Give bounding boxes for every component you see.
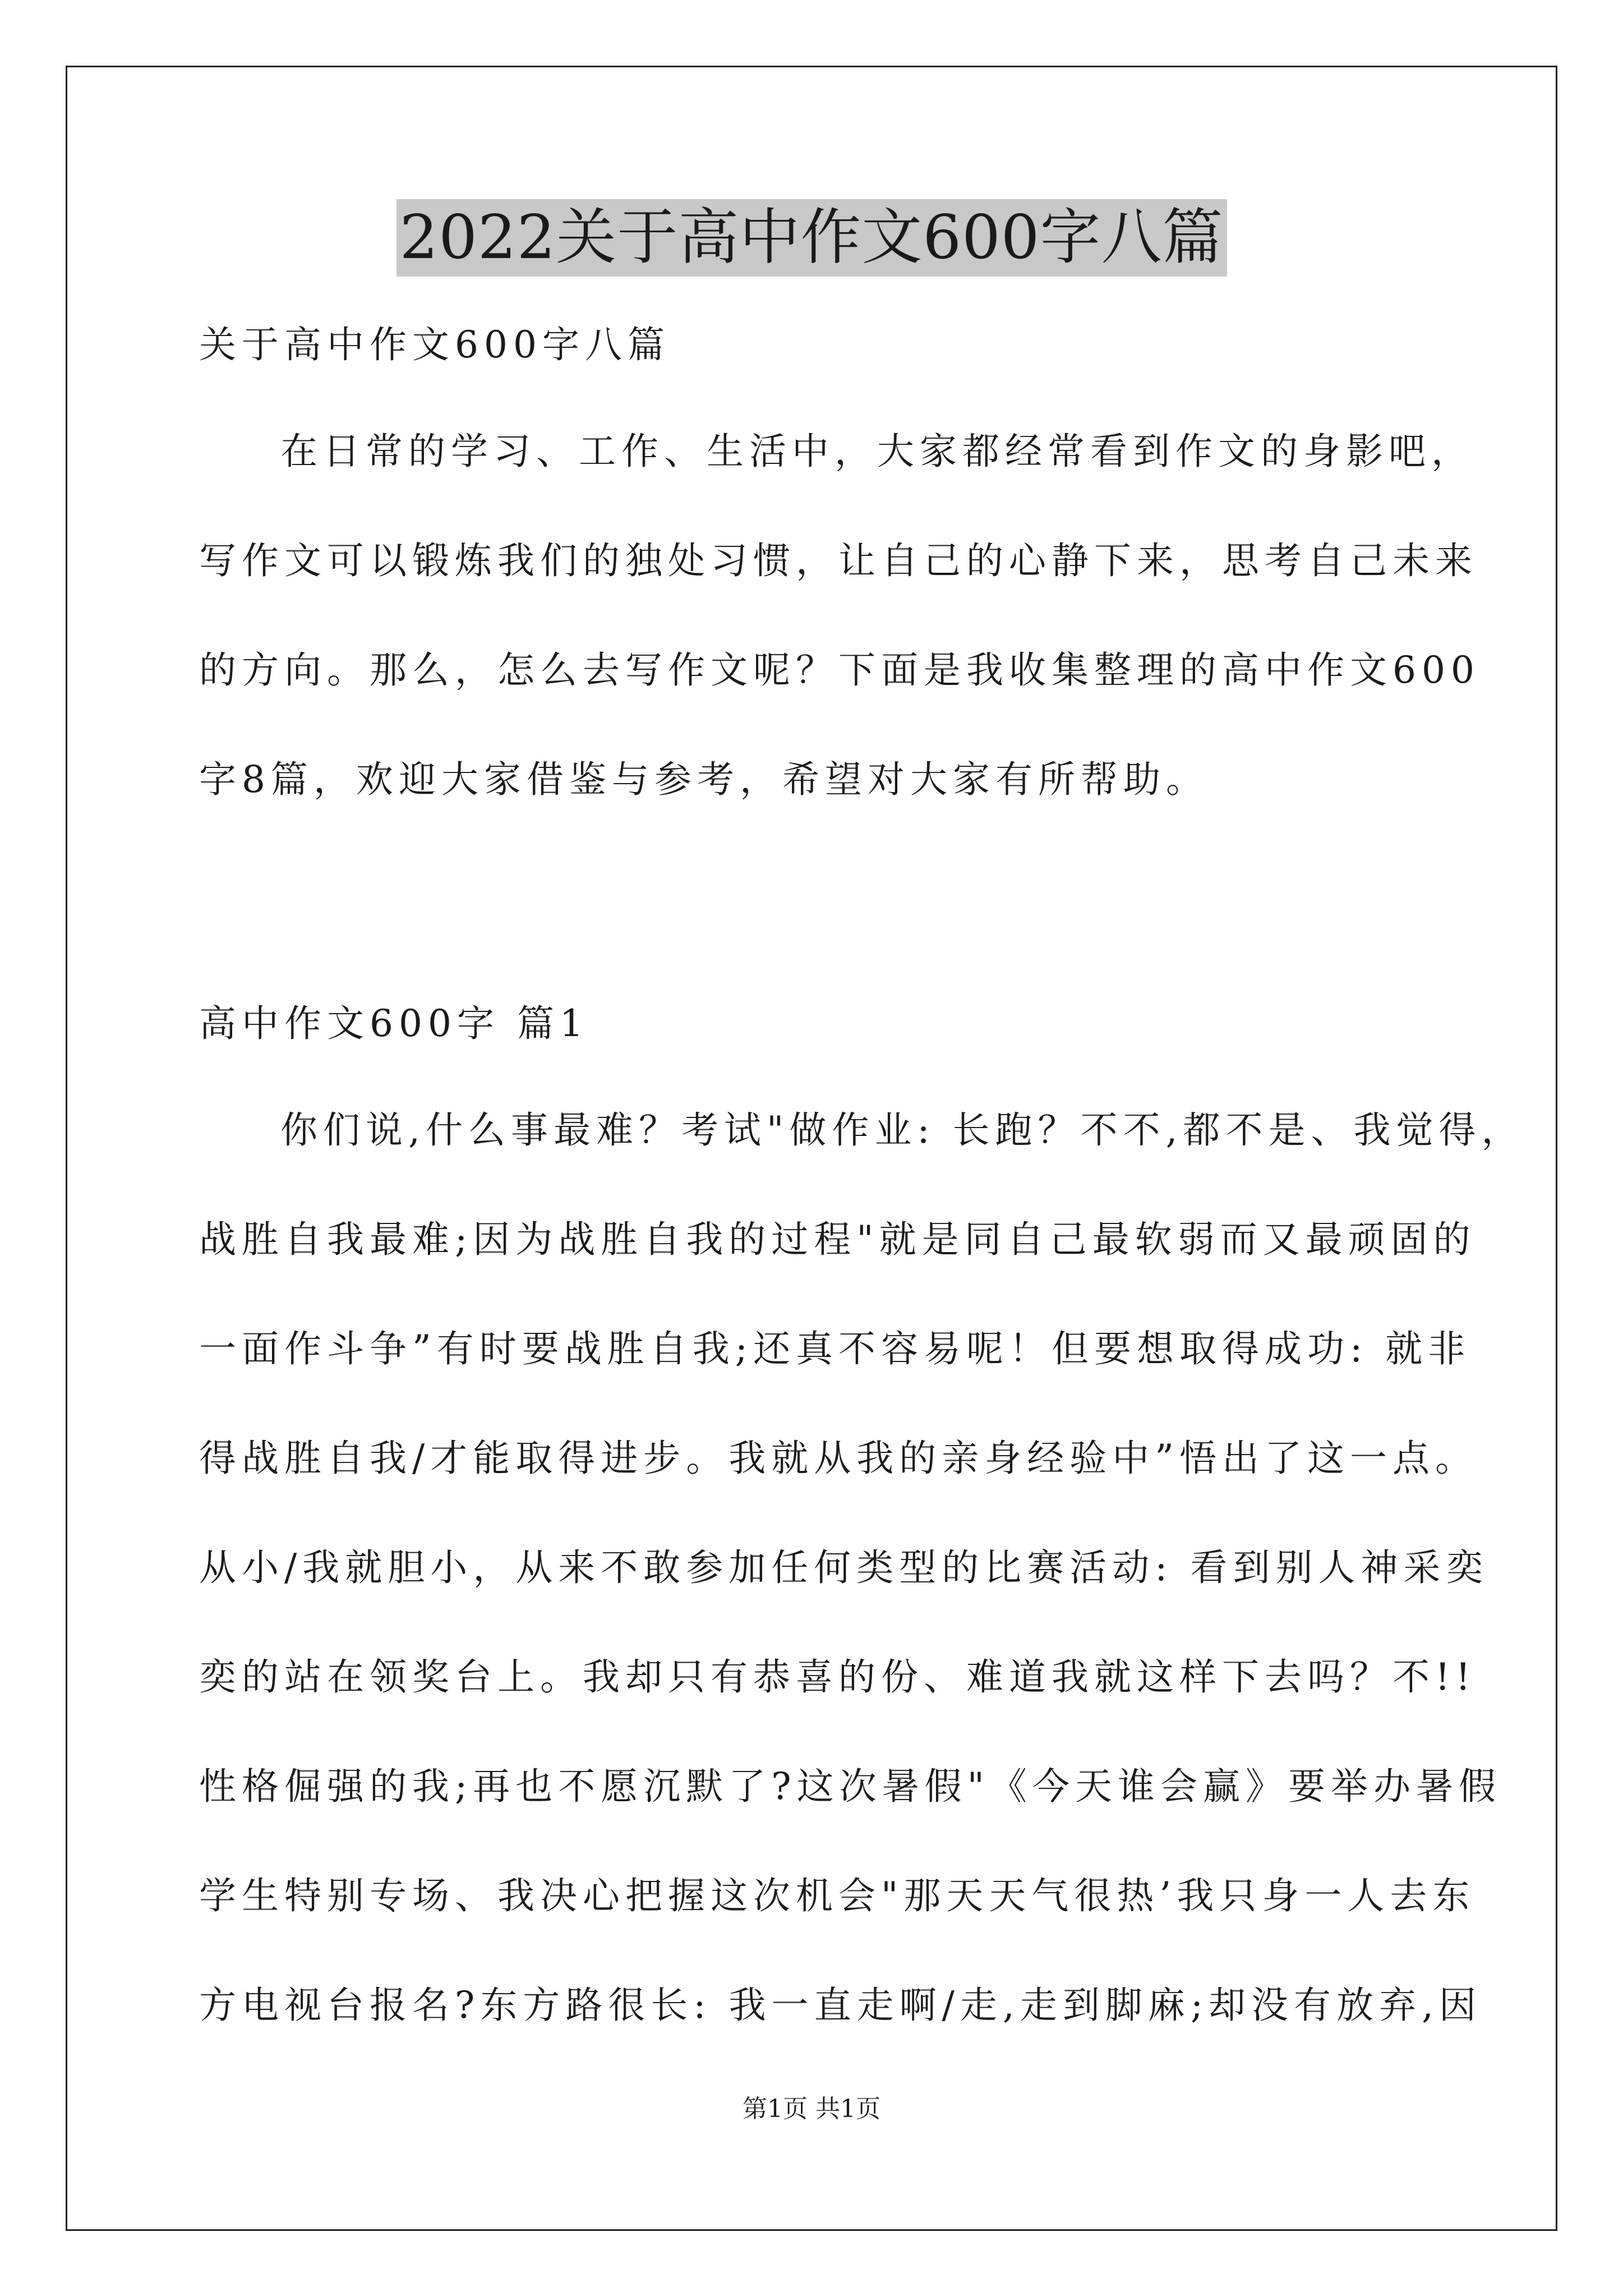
body-paragraph-line: 性格倔强的我;再也不愿沉默了?这次暑假"《今天谁会赢》要举办暑假 xyxy=(199,1765,1501,1808)
body-paragraph-line: 你们说,什么事最难？考试"做作业: 长跑？不不,都不是、我觉得， xyxy=(280,1108,1524,1152)
intro-paragraph-line: 写作文可以锻炼我们的独处习惯，让自己的心静下来，思考自己未来 xyxy=(199,539,1478,582)
body-paragraph-line: 方电视台报名?东方路很长: 我一直走啊/走,走到脚麻;却没有放弃,因 xyxy=(199,1984,1482,2027)
body-paragraph-line: 战胜自我最难;因为战胜自我的过程"就是同自己最软弱而又最顽固的 xyxy=(199,1218,1476,1261)
intro-paragraph-line: 的方向。那么，怎么去写作文呢？下面是我收集整理的高中作文600 xyxy=(199,648,1480,692)
body-paragraph-line: 一面作斗争”有时要战胜自我;还真不容易呢！但要想取得成功: 就非 xyxy=(199,1327,1471,1370)
page-footer: 第1页 共1页 xyxy=(743,2095,880,2123)
body-paragraph-line: 得战胜自我/才能取得进步。我就从我的亲身经验中”悟出了这一点。 xyxy=(199,1437,1478,1480)
title-container xyxy=(0,199,1623,277)
intro-paragraph-line: 字8篇，欢迎大家借鉴与参考，希望对大家有所帮助。 xyxy=(199,758,1209,801)
document-title: 2022关于高中作文600字八篇 xyxy=(396,199,1227,277)
document-subtitle: 关于高中作文600字八篇 xyxy=(199,323,670,366)
body-paragraph-line: 从小/我就胆小，从来不敢参加任何类型的比赛活动: 看到别人神采奕 xyxy=(199,1546,1489,1589)
section-heading: 高中作文600字 篇1 xyxy=(199,1002,589,1045)
body-paragraph-line: 学生特别专场、我决心把握这次机会"那天天气很热’我只身一人去东 xyxy=(199,1874,1476,1917)
intro-paragraph-line: 在日常的学习、工作、生活中，大家都经常看到作文的身影吧， xyxy=(280,430,1474,473)
body-paragraph-line: 奕的站在领奖台上。我却只有恭喜的份、难道我就这样下去吗？不!! xyxy=(199,1655,1477,1699)
